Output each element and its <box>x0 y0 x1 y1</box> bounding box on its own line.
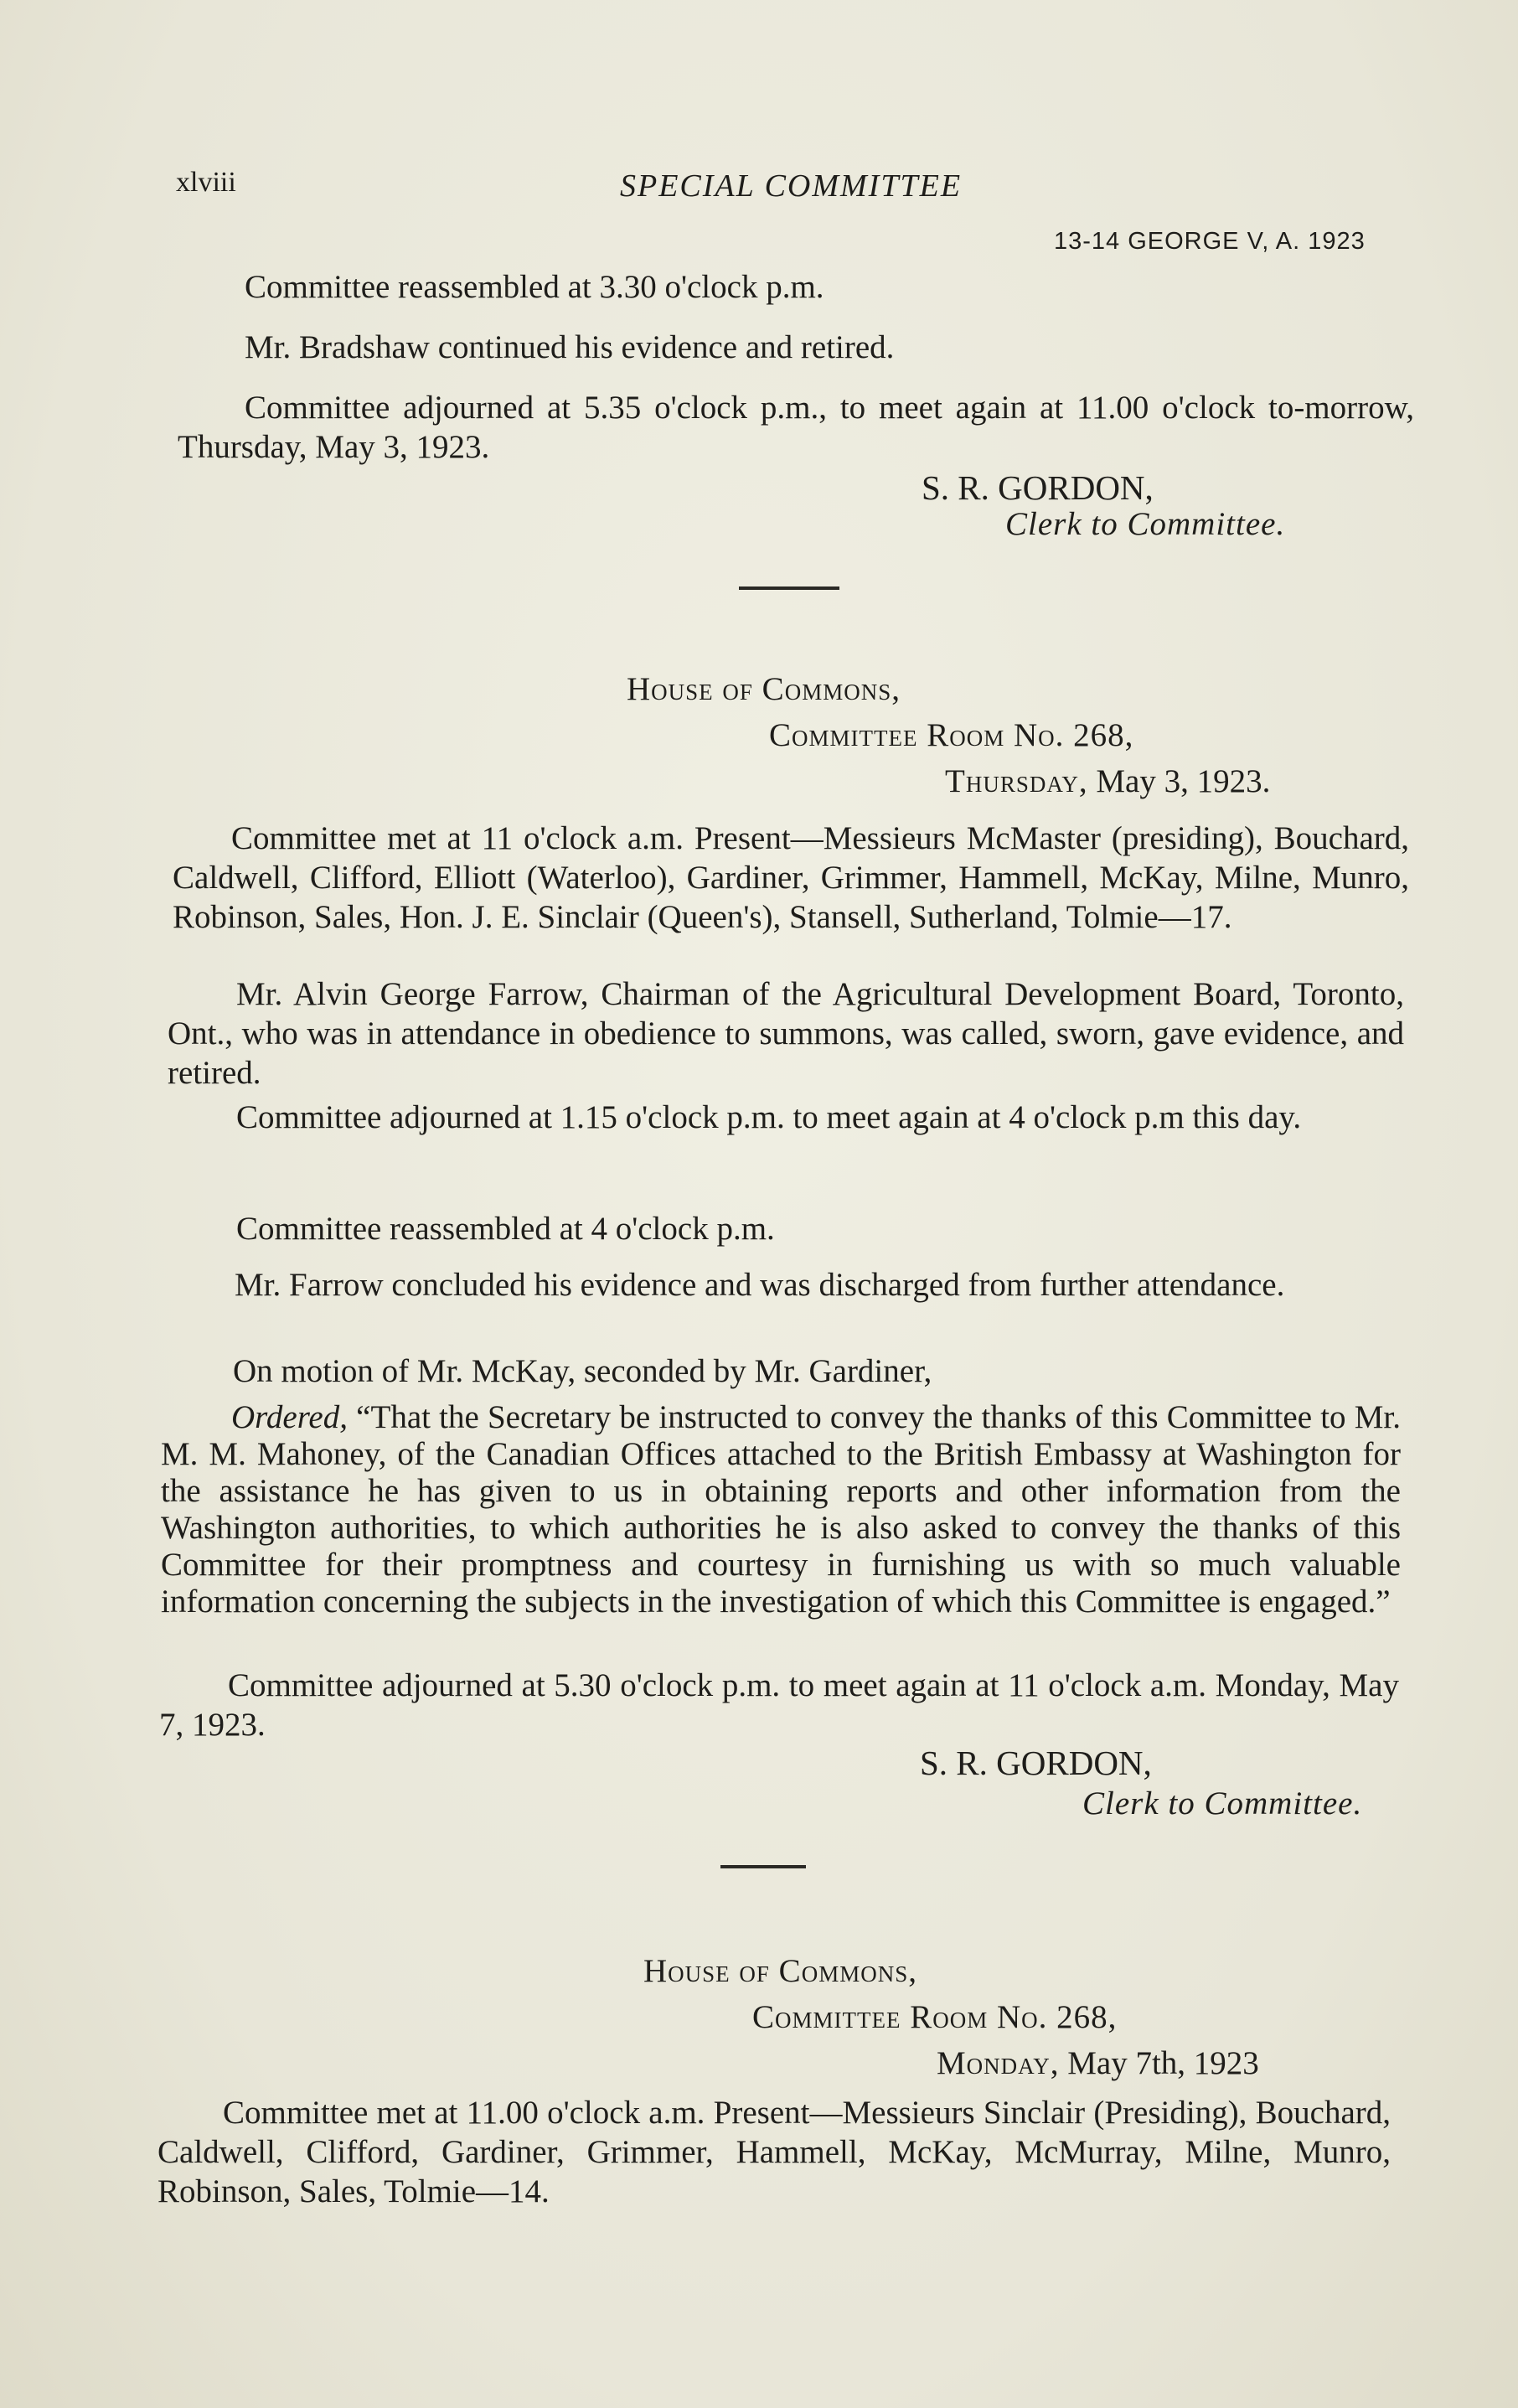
block3-heading-date <box>937 2044 1259 2084</box>
ordered-text: “That the Secretary be instructed to convey the thanks of this Committee to Mr. M. M. Mahoney, of the Canadian Offices attached to the British Embassy at Washington for the assistance he has given to us in obtaining reports and other information from the Washington authorities, to which authorities he is also asked to convey the thanks of this Committee for their promptness and courtesy in furnishing us with so much valuable information concerning the subjects in the investigation of which this Committee is engaged.” <box>161 1399 1401 1620</box>
block1-reassembled: Committee reassembled at 3.30 o'clock p.m. <box>245 269 824 305</box>
block2-adjourned-1: Committee adjourned at 1.15 o'clock p.m. to meet again at 4 o'clock p.m this day. <box>236 1099 1302 1135</box>
session-info: 13-14 GEORGE V, A. 1923 <box>1054 228 1366 255</box>
block2-farrow-evidence: Mr. Alvin George Farrow, Chairman of the Agricultural Development Board, Toronto, Ont., who was in attendance in obedience to summons, was called, sworn, gave evidence, and retired. <box>168 976 1404 1091</box>
page-number: xlviii <box>176 167 236 198</box>
block2-ordered <box>161 1399 1401 1620</box>
block2-committee-met: Committee met at 11 o'clock a.m. Present—Messieurs McMaster (presiding), Bouchard, Caldwell, Clifford, Elliott (Waterloo), Gardiner, Grimmer, Hammell, McKay, Milne, Munro, Robinson, Sales, Hon. J. E. Sinclair (Queen's), Stansell, Sutherland, Tolmie—17. <box>173 820 1409 935</box>
block2-motion: On motion of Mr. McKay, seconded by Mr. Gardiner, <box>233 1353 932 1389</box>
block3-heading-house: House of Commons, <box>643 1953 917 1989</box>
block2-farrow-concluded: Mr. Farrow concluded his evidence and was discharged from further attendance. <box>235 1267 1285 1303</box>
block1-signature-name: S. R. GORDON, <box>922 468 1154 507</box>
block1-signature-title: Clerk to Committee. <box>1005 506 1286 542</box>
block3-heading-day: Monday, <box>937 2045 1060 2081</box>
section-divider-2 <box>720 1865 806 1868</box>
block2-signature-title: Clerk to Committee. <box>1082 1785 1363 1822</box>
block2-heading-house: House of Commons, <box>627 671 901 707</box>
block2-reassembled: Committee reassembled at 4 o'clock p.m. <box>236 1211 775 1247</box>
block3-heading-date-text: May 7th, 1923 <box>1067 2045 1259 2081</box>
section-divider <box>739 586 839 590</box>
block3-committee-met: Committee met at 11.00 o'clock a.m. Present—Messieurs Sinclair (Presiding), Bouchard, Caldwell, Clifford, Gardiner, Grimmer, Hammell, McKay, McMurray, Milne, Munro, Robinson, Sales, Tolmie—14. <box>157 2095 1391 2209</box>
block2-heading-room: Committee Room No. 268, <box>769 717 1134 753</box>
block2-signature-name: S. R. GORDON, <box>920 1744 1152 1782</box>
block1-bradshaw: Mr. Bradshaw continued his evidence and retired. <box>245 329 895 365</box>
block1-adjourned: Committee adjourned at 5.35 o'clock p.m., to meet again at 11.00 o'clock to-morrow, Thursday, May 3, 1923. <box>178 390 1414 465</box>
running-title: SPECIAL COMMITTEE <box>620 168 963 204</box>
block2-adjourned-2: Committee adjourned at 5.30 o'clock p.m. to meet again at 11 o'clock a.m. Monday, May 7, 1923. <box>159 1667 1399 1743</box>
block3-heading-room: Committee Room No. 268, <box>752 1999 1118 2035</box>
block2-heading-date <box>945 762 1270 802</box>
ordered-label: Ordered, <box>231 1399 348 1435</box>
block2-heading-date-text: May 3, 1923. <box>1096 763 1271 799</box>
block2-heading-day: Thursday, <box>945 763 1088 799</box>
